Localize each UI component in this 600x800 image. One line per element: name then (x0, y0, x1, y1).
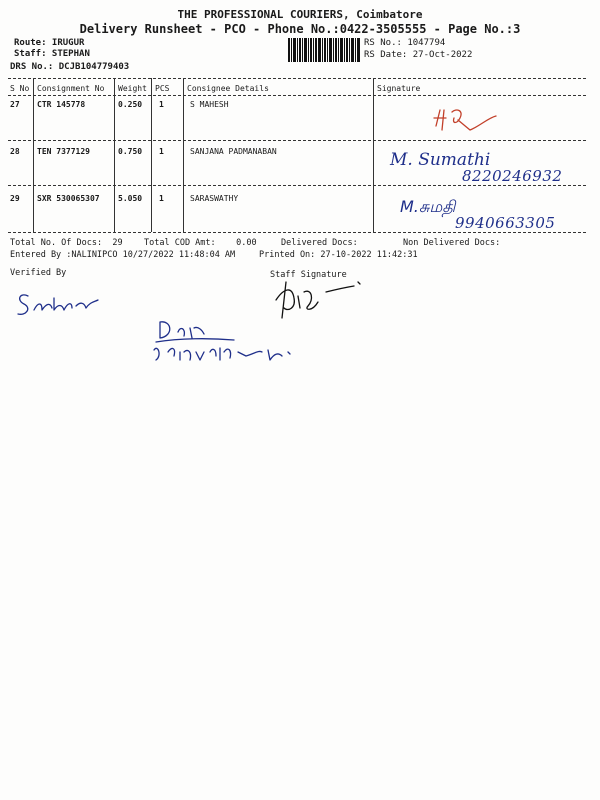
company-title: THE PROFESSIONAL COURIERS, Coimbatore (177, 8, 423, 21)
col-header-signature: Signature (377, 84, 421, 93)
row-consignee: S MAHESH (190, 100, 229, 109)
row-pcs: 1 (159, 194, 164, 203)
staff-signature-label: Staff Signature (270, 270, 347, 280)
row29-handwritten-name: M.சுமதி (400, 197, 456, 216)
total-cod: Total COD Amt: 0.00 (144, 238, 257, 248)
row28-handwritten-name: M. Sumathi (390, 150, 491, 170)
table-top-rule (8, 78, 586, 79)
row-weight: 5.050 (118, 194, 143, 203)
rs-number: RS No.: 1047794 (364, 38, 446, 48)
route-label: Route: IRUGUR (14, 38, 85, 48)
row29-handwritten-phone: 9940663305 (455, 214, 556, 232)
entered-by: Entered By :NALINIPCO 10/27/2022 11:48:04 AM (10, 250, 236, 260)
column-divider (373, 78, 374, 232)
column-divider (114, 78, 115, 232)
column-divider (33, 78, 34, 232)
row-consignment: SXR 530065307 (37, 194, 100, 203)
printed-on: Printed On: 27-10-2022 11:42:31 (259, 250, 418, 260)
row-consignment: TEN 7377129 (37, 147, 90, 156)
col-header-consignment: Consignment No (37, 84, 105, 93)
barcode-image (288, 38, 360, 62)
row28-handwritten-phone: 8220246932 (462, 167, 563, 185)
non-delivered-docs: Non Delivered Docs: (403, 238, 501, 248)
runsheet-subtitle: Delivery Runsheet - PCO - Phone No.:0422-3505555 - Page No.:3 (79, 22, 521, 36)
row-consignee: SANJANA PADMANABAN (190, 147, 277, 156)
row-pcs: 1 (159, 147, 164, 156)
col-header-consignee: Consignee Details (187, 84, 269, 93)
column-divider (151, 78, 152, 232)
row-pcs: 1 (159, 100, 164, 109)
verified-by-label: Verified By (10, 268, 67, 278)
col-header-sno: S No (10, 84, 30, 93)
drs-number: DRS No.: DCJB104779403 (10, 62, 130, 72)
row-weight: 0.750 (118, 147, 143, 156)
col-header-pcs: PCS (155, 84, 170, 93)
table-bottom-rule (8, 232, 586, 233)
staff-label: Staff: STEPHAN (14, 49, 90, 59)
rs-date: RS Date: 27-Oct-2022 (364, 50, 473, 60)
row-weight: 0.250 (118, 100, 143, 109)
total-docs: Total No. Of Docs: 29 (10, 238, 123, 248)
row-sno: 29 (10, 194, 20, 203)
row-consignment: CTR 145778 (37, 100, 86, 109)
row-separator (8, 185, 586, 186)
delivered-docs: Delivered Docs: (281, 238, 358, 248)
row-sno: 27 (10, 100, 20, 109)
row-separator (8, 140, 586, 141)
verified-by-signature (14, 288, 114, 322)
row-consignee: SARASWATHY (190, 194, 239, 203)
row-sno: 28 (10, 147, 20, 156)
col-header-weight: Weight (118, 84, 147, 93)
row27-signature-scribble (430, 104, 500, 138)
table-header-rule (8, 95, 586, 96)
column-divider (183, 78, 184, 232)
approval-signature (150, 316, 310, 372)
